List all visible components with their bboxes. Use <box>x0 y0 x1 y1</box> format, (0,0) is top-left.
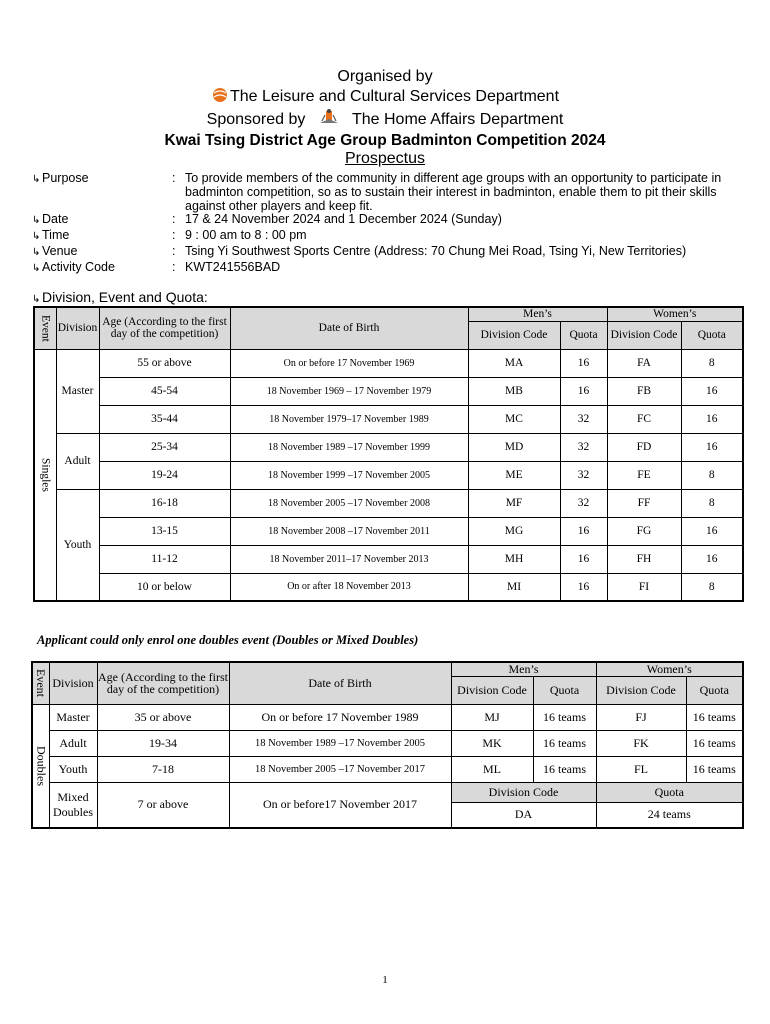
womens-quota-cell: 16 <box>681 377 743 405</box>
womens-code-cell: FK <box>596 730 686 756</box>
womens-code-cell: FE <box>607 461 681 489</box>
division-header: Division <box>56 307 99 349</box>
organiser-line <box>0 87 770 109</box>
table-row <box>34 545 743 573</box>
womens-quota-cell: 16 <box>681 545 743 573</box>
bullet-icon: ↳ <box>32 294 41 305</box>
womens-quota-cell: 16 teams <box>686 704 743 730</box>
mens-code-cell: ME <box>468 461 560 489</box>
document-header <box>0 68 770 169</box>
dob-cell: 18 November 1989 –17 November 1999 <box>230 433 468 461</box>
mens-quota-cell: 16 <box>560 573 607 601</box>
table-row <box>34 433 743 461</box>
info-label: Time <box>42 228 70 242</box>
mixed-code-cell: DA <box>451 802 596 828</box>
mens-division-code-header: Division Code <box>468 321 560 349</box>
womens-quota-cell: 8 <box>681 573 743 601</box>
womens-code-cell: FJ <box>596 704 686 730</box>
table-row <box>34 377 743 405</box>
bullet-icon: ↳ <box>32 247 41 258</box>
mens-code-cell: ML <box>451 756 533 782</box>
womens-quota-cell: 16 <box>681 405 743 433</box>
page-subtitle: Prospectus <box>344 150 426 167</box>
division-cell: Adult <box>49 730 97 756</box>
mens-code-cell: MD <box>468 433 560 461</box>
womens-code-cell: FF <box>607 489 681 517</box>
info-value: 9 : 00 am to 8 : 00 pm <box>185 228 307 242</box>
info-value: To provide members of the community in different age groups with an opportunity to participate in badminton competition, so as to sustain their interest in badminton, enable them to pit their skills against other players and keep fit. <box>185 171 722 213</box>
dob-cell: On or before 17 November 1969 <box>230 349 468 377</box>
womens-division-code-header: Division Code <box>596 676 686 704</box>
mens-quota-header: Quota <box>533 676 596 704</box>
mixed-quota-cell: 24 teams <box>596 802 743 828</box>
info-label: Purpose <box>42 171 89 185</box>
age-cell: 13-15 <box>99 517 230 545</box>
mens-code-cell: MA <box>468 349 560 377</box>
age-header: Age (According to the first day of the competition) <box>97 662 229 704</box>
age-cell: 10 or below <box>99 573 230 601</box>
dob-cell: On or before 17 November 1989 <box>229 704 451 730</box>
womens-header: Women’s <box>596 662 743 676</box>
age-cell: 35-44 <box>99 405 230 433</box>
womens-quota-cell: 8 <box>681 461 743 489</box>
mens-quota-cell: 16 <box>560 545 607 573</box>
womens-quota-cell: 8 <box>681 349 743 377</box>
dob-cell: 18 November 1999 –17 November 2005 <box>230 461 468 489</box>
womens-code-cell: FG <box>607 517 681 545</box>
dob-cell: 18 November 1979–17 November 1989 <box>230 405 468 433</box>
doubles-event-label: Doubles <box>32 704 49 828</box>
womens-code-cell: FA <box>607 349 681 377</box>
womens-quota-cell: 16 teams <box>686 730 743 756</box>
sponsored-by: Sponsored by <box>206 111 306 128</box>
womens-quota-cell: 16 <box>681 433 743 461</box>
doubles-note: Applicant could only enrol one doubles event (Doubles or Mixed Doubles) <box>37 633 419 647</box>
dob-cell: 18 November 2011–17 November 2013 <box>230 545 468 573</box>
mens-header: Men’s <box>451 662 596 676</box>
dob-cell: 18 November 2005 –17 November 2017 <box>229 756 451 782</box>
mens-quota-cell: 16 teams <box>533 756 596 782</box>
mens-quota-cell: 16 <box>560 349 607 377</box>
mens-quota-cell: 16 teams <box>533 730 596 756</box>
dob-header: Date of Birth <box>229 662 451 704</box>
sponsor-name: The Home Affairs Department <box>351 111 564 128</box>
age-header: Age (According to the first day of the competition) <box>99 307 230 349</box>
mens-quota-cell: 32 <box>560 461 607 489</box>
womens-quota-cell: 16 teams <box>686 756 743 782</box>
dob-cell: On or before17 November 2017 <box>229 782 451 828</box>
table-row <box>34 573 743 601</box>
dob-header: Date of Birth <box>230 307 468 349</box>
event-header: Event <box>34 307 56 349</box>
doubles-table <box>31 661 744 829</box>
division-adult: Adult <box>56 433 99 489</box>
womens-quota-cell: 8 <box>681 489 743 517</box>
table-row <box>32 756 743 782</box>
mixed-quota-header: Quota <box>596 782 743 802</box>
age-cell: 25-34 <box>99 433 230 461</box>
age-cell: 19-24 <box>99 461 230 489</box>
mens-code-cell: MB <box>468 377 560 405</box>
womens-header: Women’s <box>607 307 743 321</box>
mens-quota-cell: 16 <box>560 517 607 545</box>
mens-code-cell: MK <box>451 730 533 756</box>
singles-event-label: Singles <box>34 349 56 601</box>
info-value: 17 & 24 November 2024 and 1 December 2024 (Sunday) <box>185 212 502 226</box>
mens-code-cell: MJ <box>451 704 533 730</box>
organised-by: Organised by <box>337 68 433 85</box>
mens-quota-cell: 32 <box>560 405 607 433</box>
age-cell: 45-54 <box>99 377 230 405</box>
division-cell: Master <box>49 704 97 730</box>
mens-quota-cell: 32 <box>560 489 607 517</box>
womens-quota-header: Quota <box>681 321 743 349</box>
age-cell: 7 or above <box>97 782 229 828</box>
division-header: Division <box>49 662 97 704</box>
womens-code-cell: FD <box>607 433 681 461</box>
info-label: Venue <box>42 244 78 258</box>
age-cell: 11-12 <box>99 545 230 573</box>
info-label: Date <box>42 212 69 226</box>
dob-cell: 18 November 1989 –17 November 2005 <box>229 730 451 756</box>
table-row <box>32 782 743 802</box>
mens-code-cell: MH <box>468 545 560 573</box>
womens-code-cell: FI <box>607 573 681 601</box>
dob-cell: 18 November 1969 – 17 November 1979 <box>230 377 468 405</box>
mens-division-code-header: Division Code <box>451 676 533 704</box>
womens-quota-cell: 16 <box>681 517 743 545</box>
table-row <box>34 405 743 433</box>
mens-header: Men’s <box>468 307 607 321</box>
table-row <box>32 704 743 730</box>
info-label: Activity Code <box>42 260 115 274</box>
womens-quota-header: Quota <box>686 676 743 704</box>
division-youth: Youth <box>56 489 99 601</box>
age-cell: 16-18 <box>99 489 230 517</box>
womens-code-cell: FH <box>607 545 681 573</box>
womens-code-cell: FL <box>596 756 686 782</box>
age-cell: 55 or above <box>99 349 230 377</box>
age-cell: 35 or above <box>97 704 229 730</box>
age-cell: 19-34 <box>97 730 229 756</box>
info-value: KWT241556BAD <box>185 260 281 274</box>
organiser-name: The Leisure and Cultural Services Department <box>229 87 560 105</box>
dob-cell: 18 November 2008 –17 November 2011 <box>230 517 468 545</box>
table-row <box>34 517 743 545</box>
table-row <box>34 461 743 489</box>
hab-logo-icon <box>318 108 340 132</box>
singles-table <box>33 306 744 602</box>
division-master: Master <box>56 349 99 433</box>
womens-division-code-header: Division Code <box>607 321 681 349</box>
mens-quota-cell: 32 <box>560 433 607 461</box>
info-value: Tsing Yi Southwest Sports Centre (Address: 70 Chung Mei Road, Tsing Yi, New Territories) <box>185 244 687 258</box>
event-header: Event <box>32 662 49 704</box>
section-title: ↳ Division, Event and Quota: <box>32 289 208 305</box>
bullet-icon: ↳ <box>32 263 41 274</box>
bullet-icon: ↳ <box>32 215 41 226</box>
sponsor-line <box>0 108 770 132</box>
bullet-icon: ↳ <box>32 231 41 242</box>
bullet-icon: ↳ <box>32 174 41 185</box>
age-cell: 7-18 <box>97 756 229 782</box>
division-cell: Youth <box>49 756 97 782</box>
table-row <box>34 349 743 377</box>
page-number: 1 <box>382 974 388 986</box>
mens-code-cell: MG <box>468 517 560 545</box>
table-row <box>34 489 743 517</box>
mens-code-cell: MC <box>468 405 560 433</box>
page-title: Kwai Tsing District Age Group Badminton Competition 2024 <box>164 131 606 149</box>
mens-quota-header: Quota <box>560 321 607 349</box>
mens-code-cell: MI <box>468 573 560 601</box>
dob-cell: 18 November 2005 –17 November 2008 <box>230 489 468 517</box>
dob-cell: On or after 18 November 2013 <box>230 573 468 601</box>
womens-code-cell: FB <box>607 377 681 405</box>
mens-quota-cell: 16 <box>560 377 607 405</box>
lcsd-logo-icon <box>211 87 229 109</box>
mixed-division-code-header: Division Code <box>451 782 596 802</box>
table-row <box>32 730 743 756</box>
division-mixed-doubles: Mixed Doubles <box>49 782 97 828</box>
womens-code-cell: FC <box>607 405 681 433</box>
mens-quota-cell: 16 teams <box>533 704 596 730</box>
mens-code-cell: MF <box>468 489 560 517</box>
